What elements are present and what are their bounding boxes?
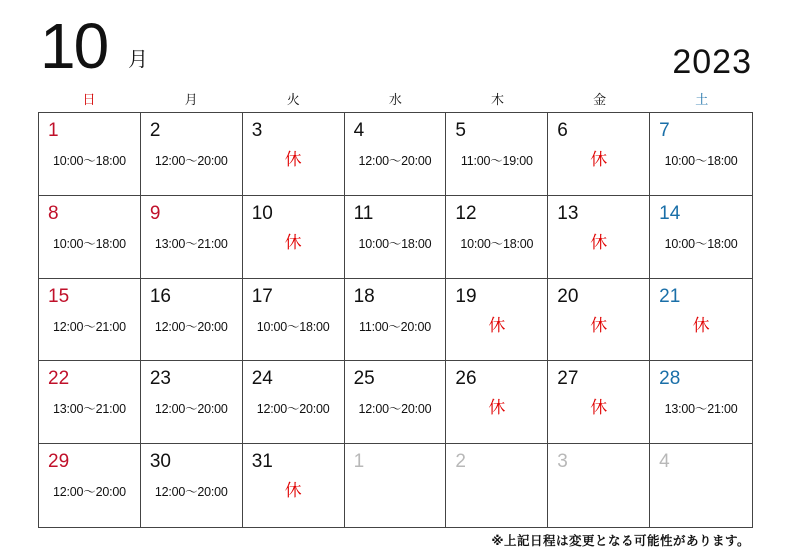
calendar-cell [39,196,141,279]
calendar-cell [141,279,243,362]
calendar-grid [38,112,753,528]
day-number: 6 [557,120,568,141]
closed-day-mark: 休 [590,315,608,336]
opening-hours: 13:00〜21:00 [664,402,738,417]
opening-hours: 12:00〜21:00 [52,319,126,334]
calendar-cell [141,113,243,196]
day-number: 16 [149,285,171,307]
day-number: 13 [557,202,579,224]
opening-hours: 11:00〜19:00 [460,154,533,168]
opening-hours: 10:00〜18:00 [664,236,738,251]
calendar-cell [345,113,447,196]
day-number: 12 [455,202,477,224]
opening-hours: 13:00〜21:00 [154,236,228,251]
opening-hours: 10:00〜18:00 [460,236,534,251]
calendar-cell [650,361,752,444]
day-number: 1 [353,451,365,473]
day-number: 26 [455,368,477,390]
calendar-cell [446,113,548,196]
day-number: 8 [48,202,59,224]
closed-day-mark: 休 [590,232,608,253]
weekday-saturday: 土 [695,93,709,108]
closed-day-mark: 休 [590,150,608,170]
day-number: 14 [659,202,681,224]
opening-hours: 12:00〜20:00 [256,402,330,417]
day-number: 5 [455,120,466,141]
day-number: 3 [251,120,263,141]
closed-day-mark: 休 [284,232,302,253]
weekday-thursday: 木 [491,93,505,108]
calendar-cell [39,444,141,527]
opening-hours: 12:00〜20:00 [358,402,432,417]
opening-hours: 12:00〜20:00 [154,485,228,500]
opening-hours: 10:00〜18:00 [52,154,126,168]
day-number: 30 [149,451,171,473]
day-number: 27 [557,368,579,390]
day-number: 2 [455,451,466,473]
opening-hours: 12:00〜20:00 [154,402,228,417]
calendar-cell [39,361,141,444]
calendar-cell [446,444,548,527]
day-number: 25 [353,368,375,390]
day-number: 4 [659,451,670,473]
opening-hours: 13:00〜21:00 [52,402,126,417]
calendar-cell [548,444,650,527]
day-number: 15 [48,285,70,307]
day-number: 9 [149,202,161,224]
weekday-tuesday: 火 [286,93,300,108]
closed-day-mark: 休 [488,315,506,336]
opening-hours: 12:00〜20:00 [154,319,228,334]
day-number: 21 [659,285,681,307]
calendar-cell [243,279,345,362]
calendar-cell [548,196,650,279]
day-number: 24 [251,368,273,390]
day-number: 3 [557,451,568,473]
calendar-cell [345,279,447,362]
opening-hours: 12:00〜20:00 [154,154,228,168]
weekday-header-row [38,90,753,112]
calendar-cell [39,279,141,362]
opening-hours: 12:00〜20:00 [52,485,126,500]
day-number: 29 [48,451,70,473]
weekday-wednesday: 水 [388,93,402,108]
opening-hours: 10:00〜18:00 [256,319,330,334]
calendar-cell [39,113,141,196]
month-number: 10 [40,10,108,82]
calendar-cell [243,113,345,196]
calendar-cell [548,279,650,362]
closed-day-mark: 休 [488,398,506,419]
calendar-cell [650,196,752,279]
day-number: 28 [659,368,681,390]
day-number: 19 [455,285,477,307]
day-number: 11 [353,202,374,224]
weekday-friday: 金 [593,93,607,108]
closed-day-mark: 休 [692,315,710,336]
closed-day-mark: 休 [284,150,302,170]
opening-hours: 12:00〜20:00 [358,154,432,168]
day-number: 7 [659,120,670,141]
opening-hours: 10:00〜18:00 [52,236,126,251]
calendar-cell [243,444,345,527]
day-number: 4 [353,120,365,141]
day-number: 20 [557,285,579,307]
year-label: 2023 [672,43,752,81]
calendar-cell [446,361,548,444]
calendar-cell [548,113,650,196]
day-number: 31 [251,451,273,473]
opening-hours: 10:00〜18:00 [358,236,432,251]
day-number: 22 [48,368,70,390]
closed-day-mark: 休 [284,481,302,502]
calendar-cell [446,196,548,279]
calendar-cell [548,361,650,444]
calendar-cell [345,196,447,279]
opening-hours: 11:00〜20:00 [359,319,431,334]
weekday-monday: 月 [184,93,198,108]
calendar-cell [141,196,243,279]
weekday-sunday: 日 [82,93,96,108]
day-number: 17 [251,285,273,307]
calendar-cell [243,361,345,444]
month-unit-label: 月 [128,47,148,71]
calendar-cell [141,444,243,527]
calendar-cell [650,279,752,362]
opening-hours: 10:00〜18:00 [664,154,738,168]
calendar-cell [243,196,345,279]
calendar-cell [650,444,752,527]
day-number: 18 [353,285,375,307]
calendar-cell [141,361,243,444]
day-number: 10 [251,202,273,224]
schedule-change-note: ※上記日程は変更となる可能性があります。 [491,533,750,548]
day-number: 2 [149,120,161,141]
calendar-cell [446,279,548,362]
calendar-cell [345,361,447,444]
calendar-cell [650,113,752,196]
calendar-cell [345,444,447,527]
day-number: 23 [149,368,171,390]
closed-day-mark: 休 [590,398,608,419]
day-number: 1 [48,120,59,141]
